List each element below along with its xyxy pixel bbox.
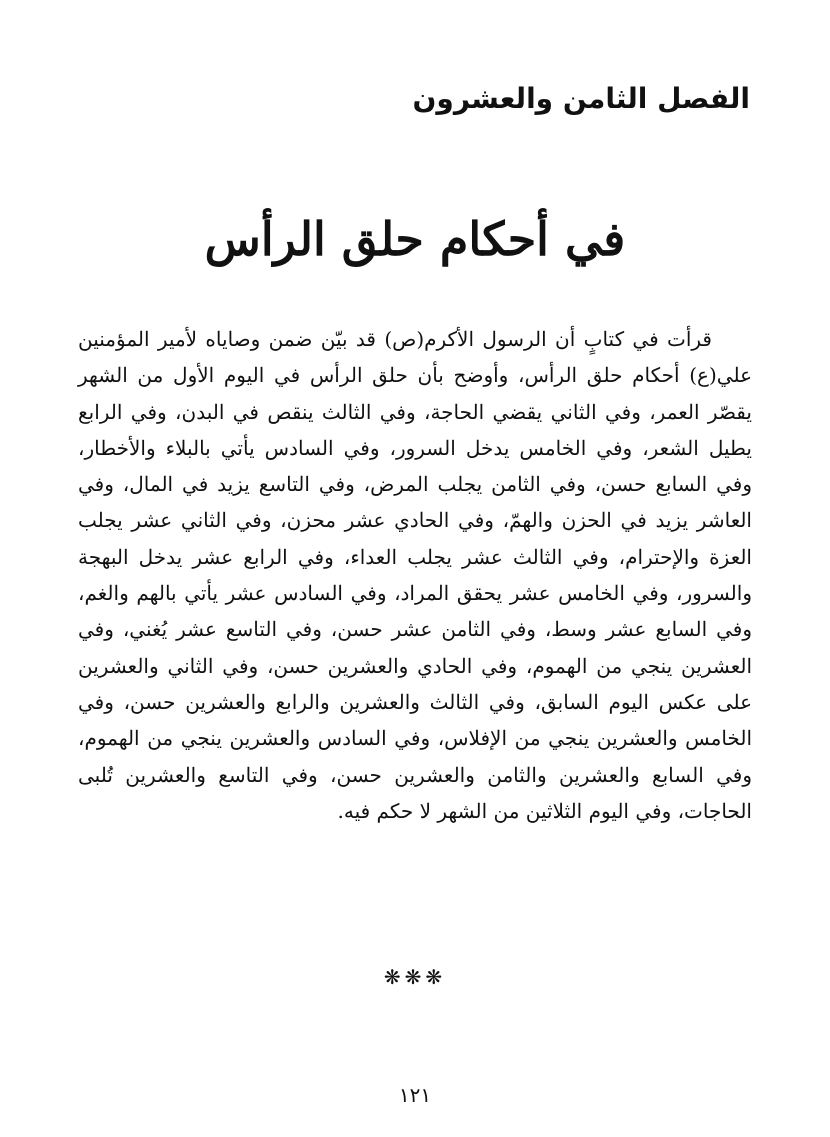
page-number: ١٢١ xyxy=(398,1083,432,1107)
page-title: في أحكام حلق الرأس xyxy=(204,212,626,266)
section-separator: ❋❋❋ xyxy=(383,965,447,989)
body-paragraph: قرأت في كتابٍ أن الرسول الأكرم(ص) قد بيّن ضمن وصاياه لأمير المؤمنين علي(ع) أحكام حلق الرأس، وأوضح بأن حلق الرأس في اليوم الأول من الشهر يقصّر العمر، وفي الثاني يقضي الحاجة، وفي الثالث ينقص في البدن، وفي الرابع يطيل الشعر، وفي الخامس يدخل السرور، وفي السادس يأتي بالبلاء والأخطار، وفي السابع حسن، وفي الثامن يجلب المرض، وفي التاسع يزيد في المال، وفي العاشر يزيد في الحزن والهمّ، وفي الحادي عشر محزن، وفي الثاني عشر يجلب العزة والإحترام، وفي الثالث عشر يجلب العداء، وفي الرابع عشر يدخل البهجة والسرور، وفي الخامس عشر يحقق المراد، وفي السادس عشر يأتي بالهم والغم، وفي السابع عشر وسط، وفي الثامن عشر حسن، وفي التاسع عشر يُغني، وفي العشرين ينجي من الهموم، وفي الحادي والعشرين حسن، وفي الثاني والعشرين على عكس اليوم السابق، وفي الثالث والعشرين والرابع والعشرين حسن، وفي الخامس والعشرين ينجي من الإفلاس، وفي السادس والعشرين ينجي من الهموم، وفي السابع والعشرين والثامن والعشرين حسن، وفي التاسع والعشرين تُلبى الحاجات، وفي اليوم الثلاثين من الشهر لا حكم فيه. xyxy=(78,327,752,823)
chapter-heading: الفصل الثامن والعشرون xyxy=(412,82,750,115)
